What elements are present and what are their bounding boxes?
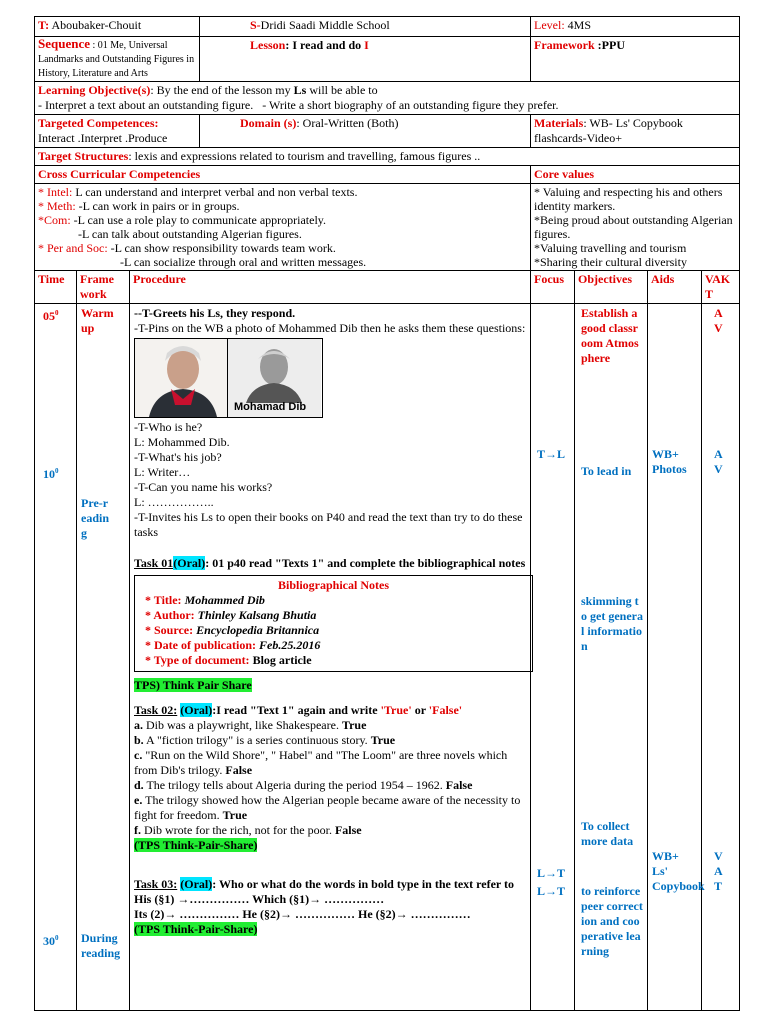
level-cell: Level: 4MS: [531, 17, 740, 37]
statement-f: f. Dib wrote for the rich, not for the poor. False: [134, 823, 362, 837]
statement-e: e. The trilogy showed how the Algerian people became aware of the necessity to fight for freedom. True: [134, 793, 521, 822]
learning-objectives-cell: Learning Objective(s): By the end of the lesson my Ls will be able to - Interpret a text about an outstanding figure. - Write a short biography of an outstanding figure they prefer.: [35, 82, 740, 115]
learning-objectives-row: [35, 82, 740, 115]
photo-caption: Mohamad Dib: [234, 401, 307, 413]
objectives-cell: Establish a good classroom Atmosphere To lead in skimming to get general information To collect more data to reinforce peer correction and cooperative learning: [575, 304, 648, 1011]
target-structures-cell: Target Structures: lexis and expressions related to tourism and travelling, famous figures ..: [35, 148, 740, 166]
header-row-1: [35, 17, 740, 37]
dib-photos: [134, 338, 323, 418]
target-structures-row: [35, 148, 740, 166]
tps-label-3: (TPS Think-Pair-Share): [134, 922, 258, 936]
bibliographical-notes: Bibliographical Notes * Title: Mohammed Dib * Author: Thinley Kalsang Bhutia * Source: Encyclopedia Britannica * Date of publication: Feb.25.2016 * Type of document: Blog article: [134, 575, 533, 672]
ccc-body-row: [35, 184, 740, 271]
col-objectives: Objectives: [575, 271, 648, 304]
task-3: Task 03: (Oral): Who or what do the words in bold type in the text refer to: [134, 877, 515, 891]
statement-b: b. A "fiction trilogy" is a series continuous story. True: [134, 733, 396, 747]
col-vakt: VAKT: [702, 271, 740, 304]
col-time: Time: [35, 271, 77, 304]
col-aids: Aids: [648, 271, 702, 304]
col-frame: Frame work: [77, 271, 130, 304]
tps-label-2: (TPS Think-Pair-Share): [134, 838, 258, 852]
lesson-plan: [34, 16, 739, 1011]
core-values-body: * Valuing and respecting his and others identity markers. *Being proud about outstanding Algerian figures. *Valuing travelling and tourism *Sharing their cultural diversity: [531, 184, 740, 271]
col-focus: Focus: [531, 271, 575, 304]
tps-label-1: TPS) Think Pair Share: [134, 678, 252, 692]
sequence-cell: Sequence : 01 Me, Universal Landmarks and Outstanding Figures in History, Literature and Arts: [35, 37, 200, 82]
time-cell: $05^0$ $10^0$ $30^0$: [35, 304, 77, 1011]
col-procedure: Procedure: [130, 271, 531, 304]
lesson-plan-table: [34, 16, 740, 1011]
focus-cell: T→L L→T L→T: [531, 304, 575, 1011]
ccc-header-row: [35, 166, 740, 184]
dib-photo-bw: [228, 339, 321, 417]
core-values-label: Core values: [531, 166, 740, 184]
ccc-label: Cross Curricular Competencies: [35, 166, 531, 184]
statement-d: d. The trilogy tells about Algeria during the period 1954 – 1962. False: [134, 778, 473, 792]
targeted-competences-cell: Targeted Competences: Interact .Interpret .Produce: [35, 115, 200, 148]
teacher-cell: T: Aboubaker-Chouit: [35, 17, 200, 37]
header-row-2: [35, 37, 740, 82]
school-cell: S-Dridi Saadi Middle School: [200, 17, 531, 37]
column-header-row: [35, 271, 740, 304]
aids-cell: WB+ Photos WB+ Ls' Copybook: [648, 304, 702, 1011]
task-2: Task 02: (Oral):I read "Text 1" again and write 'True' or 'False': [134, 703, 463, 717]
dib-photo-color: [135, 339, 228, 417]
materials-cell: Materials: WB- Ls' Copybook flashcards-Video+: [531, 115, 740, 148]
domain-cell: Domain (s): Oral-Written (Both): [200, 115, 531, 148]
frame-cell: Warm up Pre-reading During reading: [77, 304, 130, 1011]
portrait-image-1: [135, 339, 228, 417]
vakt-cell: A V A V V A T: [702, 304, 740, 1011]
procedure-cell: --T-Greets his Ls, they respond. -T-Pins on the WB a photo of Mohammed Dib then he asks them these questions: Mohamad Dib -T-Who is he? L: Mohammed Dib. -T-What's his job? L: Writer… -T-Can you name his works? L: …………….. -T-Invites his Ls to open their books on P40 and read the text than try to do these tasks Task 01(Oral): 01 p40 read "Texts 1" and complete the bibliographical notes Bibliographical Notes * Title: Mohammed Dib * Author: Thinley Kalsang Bhutia * Source: Encyclopedia Britannica * Date of publication: Feb.25.2016 * Type of document: Blog article TPS) Think Pair Share Task 02: (Oral):I read "Text 1" again and write 'True' or 'False' a. Dib was a playwright, like Shakespeare. True b. A "fiction trilogy" is a series continuous story. True c. "Run on the Wild Shore", " Habel" and "The Loom" are three novels which from Dib's trilogy. False d. The trilogy tells about Algeria during the period 1954 – 1962. False e. The trilogy showed how the Algerian people became aware of the necessity to fight for freedom. True f. Dib wrote for the rich, not for the poor. False (TPS Think-Pair-Share) Task 03: (Oral): Who or what do the words in bold type in the text refer to His (§1) →…………… Which (§1)→ …………… Its (2)→ …………… He (§2)→ …………… He (§2)→ …………… (TPS Think-Pair-Share): [130, 304, 531, 1011]
procedure-row: [35, 304, 740, 1011]
task-1: Task 01(Oral): 01 p40 read "Texts 1" and complete the bibliographical notes: [134, 556, 526, 570]
lesson-cell: Lesson: I read and do I: [200, 37, 531, 82]
ccc-body: * Intel: L can understand and interpret verbal and non verbal texts. * Meth: -L can work in pairs or in groups. *Com: -L can use a role play to communicate appropriately. -L can talk about outstanding Algerian figures. * Per and Soc: -L can show responsibility towards team work. -L can socialize through oral and written messages.: [35, 184, 531, 271]
competences-row: [35, 115, 740, 148]
statement-c: c. "Run on the Wild Shore", " Habel" and "The Loom" are three novels which from Dib's trilogy. False: [134, 748, 508, 777]
framework-cell: Framework :PPU: [531, 37, 740, 82]
statement-a: a. Dib was a playwright, like Shakespeare. True: [134, 718, 367, 732]
